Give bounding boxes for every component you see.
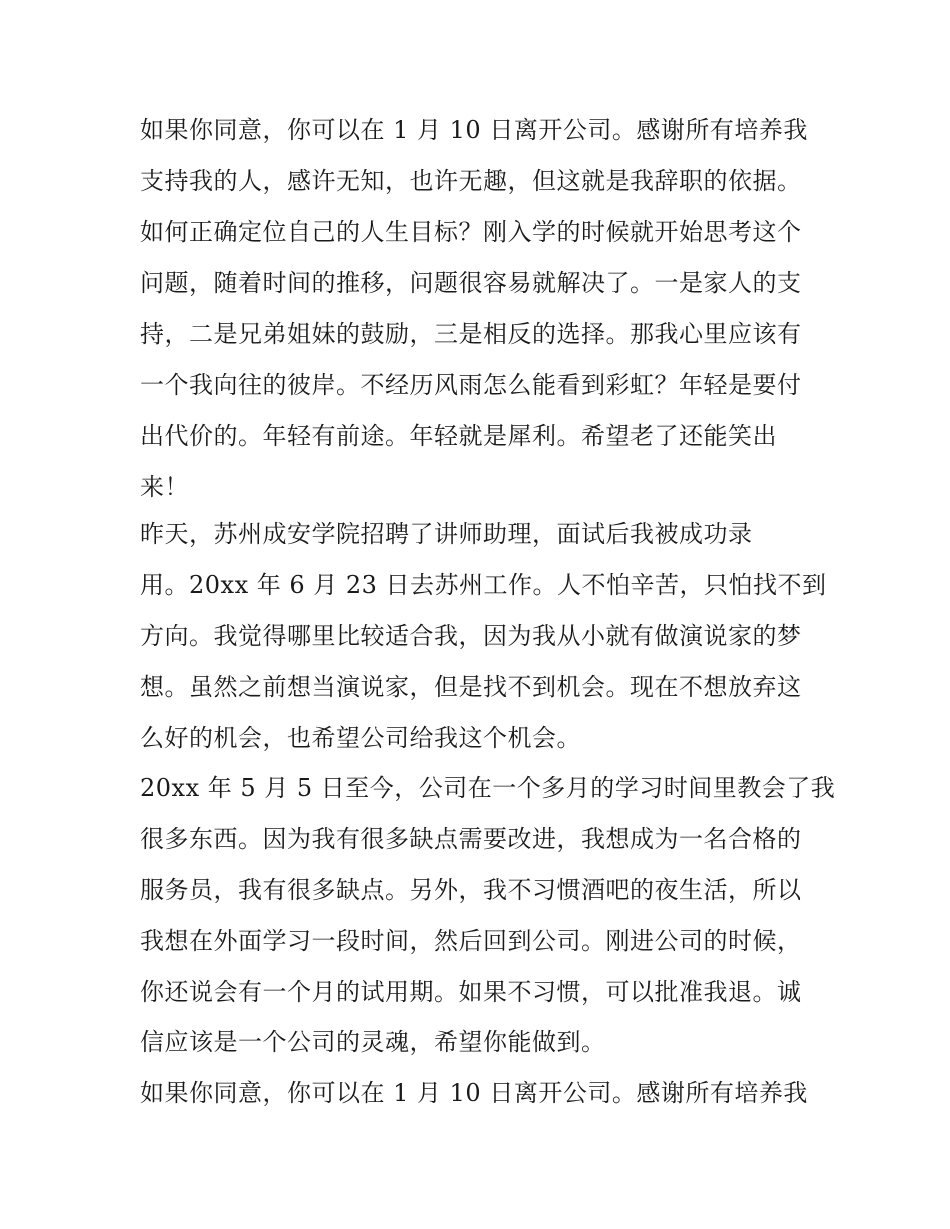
text-line: 你还说会有一个月的试用期。如果不习惯，可以批准我退。诚 — [140, 978, 802, 1006]
text-line: 很多东西。因为我有很多缺点需要改进，我想成为一名合格的 — [140, 825, 802, 853]
text-line: 信应该是一个公司的灵魂，希望你能做到。 — [140, 1028, 606, 1056]
text-line: 么好的机会，也希望公司给我这个机会。 — [140, 724, 581, 752]
text-line: 用。20xx 年 6 月 23 日去苏州工作。人不怕辛苦，只怕找不到 — [140, 571, 827, 599]
text-line: 20xx 年 5 月 5 日至今，公司在一个多月的学习时间里教会了我 — [140, 774, 836, 802]
text-line: 如果你同意，你可以在 1 月 10 日离开公司。感谢所有培养我 — [140, 1079, 808, 1107]
text-line: 想。虽然之前想当演说家，但是找不到机会。现在不想放弃这 — [140, 673, 802, 701]
text-line: 如果你同意，你可以在 1 月 10 日离开公司。感谢所有培养我 — [140, 116, 808, 144]
text-line: 来！ — [140, 473, 189, 501]
text-line: 支持我的人，感许无知，也许无趣，但这就是我辞职的依据。 — [140, 167, 802, 195]
text-line: 服务员，我有很多缺点。另外，我不习惯酒吧的夜生活，所以 — [140, 876, 802, 904]
text-line: 持，二是兄弟姐妹的鼓励，三是相反的选择。那我心里应该有 — [140, 320, 802, 348]
text-line: 问题，随着时间的推移，问题很容易就解决了。一是家人的支 — [140, 269, 802, 297]
text-line: 如何正确定位自己的人生目标？刚入学的时候就开始思考这个 — [140, 218, 802, 246]
text-line: 我想在外面学习一段时间，然后回到公司。刚进公司的时候， — [140, 927, 802, 955]
text-line: 一个我向往的彼岸。不经历风雨怎么能看到彩虹？年轻是要付 — [140, 371, 802, 399]
text-line: 昨天，苏州成安学院招聘了讲师助理，面试后我被成功录 — [140, 520, 753, 548]
text-line: 出代价的。年轻有前途。年轻就是犀利。希望老了还能笑出 — [140, 422, 777, 450]
text-line: 方向。我觉得哪里比较适合我，因为我从小就有做演说家的梦 — [140, 622, 802, 650]
